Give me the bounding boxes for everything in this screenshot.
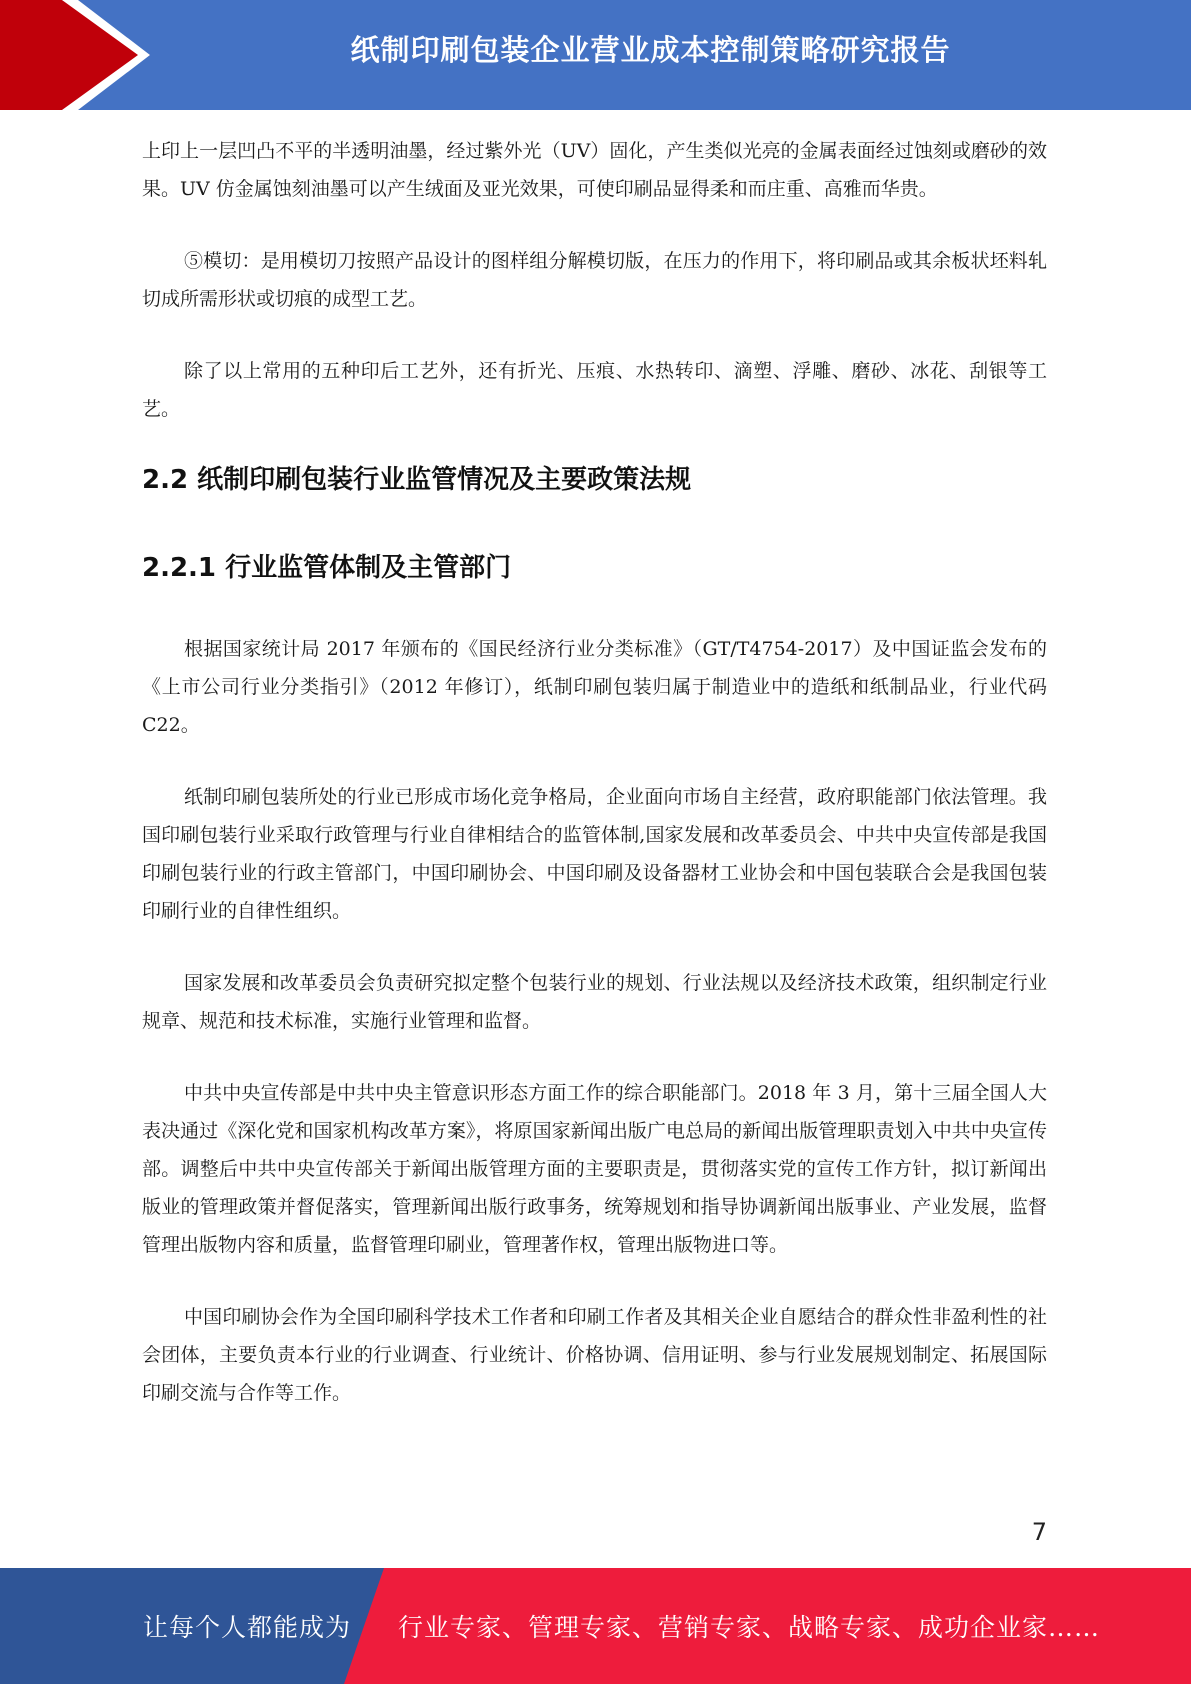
report-title: 纸制印刷包装企业营业成本控制策略研究报告 bbox=[350, 33, 951, 67]
page-footer bbox=[0, 1568, 1191, 1684]
paragraph-ndrc-duties: 国家发展和改革委员会负责研究拟定整个包装行业的规划、行业法规以及经济技术政策，组织制定行业规章、规范和技术标准，实施行业管理和监督。 bbox=[142, 972, 1047, 1032]
paragraph-uv-etching: 上印上一层凹凸不平的半透明油墨，经过紫外光（UV）固化，产生类似光亮的金属表面经过蚀刻或磨砂的效果。UV 仿金属蚀刻油墨可以产生绒面及亚光效果，可使印刷品显得柔和而庄重、高雅而华贵。 bbox=[142, 140, 1047, 200]
footer-slogan-right: 行业专家、管理专家、营销专家、战略专家、成功企业家…… bbox=[398, 1613, 1101, 1642]
document-body bbox=[142, 132, 1047, 1446]
paragraph-regulatory-system: 纸制印刷包装所处的行业已形成市场化竞争格局，企业面向市场自主经营，政府职能部门依法管理。我国印刷包装行业采取行政管理与行业自律相结合的监管体制,国家发展和改革委员会、中共中央宣传部是我国印刷包装行业的行政主管部门，中国印刷协会、中国印刷及设备器材工业协会和中国包装联合会是我国包装印刷行业的自律性组织。 bbox=[142, 786, 1047, 922]
paragraph-die-cutting: ⑤模切：是用模切刀按照产品设计的图样组分解模切版，在压力的作用下，将印刷品或其余板状坯料轧切成所需形状或切痕的成型工艺。 bbox=[142, 250, 1047, 310]
paragraph-printing-association: 中国印刷协会作为全国印刷科学技术工作者和印刷工作者及其相关企业自愿结合的群众性非盈利性的社会团体，主要负责本行业的行业调查、行业统计、价格协调、信用证明、参与行业发展规划制定、拓展国际印刷交流与合作等工作。 bbox=[142, 1306, 1047, 1404]
page-header bbox=[0, 0, 1191, 110]
page-number: 7 bbox=[1031, 1518, 1047, 1546]
paragraph-publicity-department: 中共中央宣传部是中共中央主管意识形态方面工作的综合职能部门。2018 年 3 月，第十三届全国人大表决通过《深化党和国家机构改革方案》，将原国家新闻出版广电总局的新闻出版管理职责划入中共中央宣传部。调整后中共中央宣传部关于新闻出版管理方面的主要职责是，贯彻落实党的宣传工作方针，拟订新闻出版业的管理政策并督促落实，管理新闻出版行政事务，统筹规划和指导协调新闻出版事业、产业发展，监督管理出版物内容和质量，监督管理印刷业，管理著作权，管理出版物进口等。 bbox=[142, 1082, 1047, 1256]
paragraph-other-processes: 除了以上常用的五种印后工艺外，还有折光、压痕、水热转印、滴塑、浮雕、磨砂、冰花、刮银等工艺。 bbox=[142, 360, 1047, 420]
footer-slogan-left: 让每个人都能成为 bbox=[143, 1613, 352, 1642]
section-heading-2-2-1: 2.2.1 行业监管体制及主管部门 bbox=[142, 553, 512, 583]
header-chevron-decoration bbox=[0, 0, 160, 110]
paragraph-industry-classification: 根据国家统计局 2017 年颁布的《国民经济行业分类标准》（GT/T4754-2017）及中国证监会发布的《上市公司行业分类指引》（2012 年修订），纸制印刷包装归属于制造业中的造纸和纸制品业，行业代码 C22。 bbox=[142, 638, 1047, 736]
section-heading-2-2: 2.2 纸制印刷包装行业监管情况及主要政策法规 bbox=[142, 465, 692, 495]
